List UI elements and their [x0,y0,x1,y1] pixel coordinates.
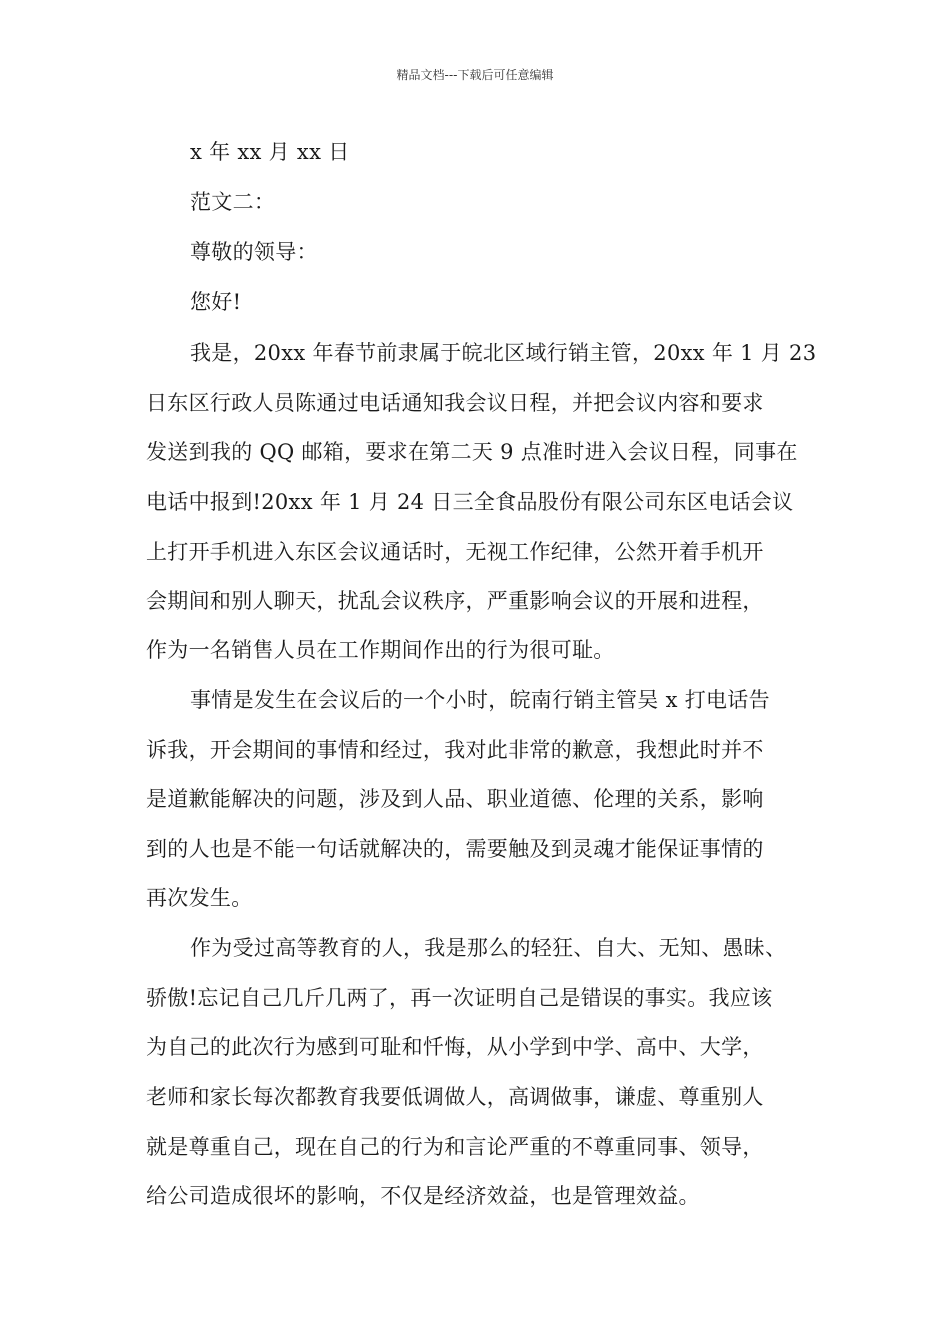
paragraph-line: 给公司造成很坏的影响，不仅是经济效益，也是管理效益。 [146,1184,700,1208]
paragraph-line: 就是尊重自己，现在自己的行为和言论严重的不尊重同事、领导， [146,1135,764,1159]
paragraph-line: 事情是发生在会议后的一个小时，皖南行销主管吴 x 打电话告 [190,688,770,712]
page-header: 精品文档---下载后可任意编辑 [396,68,554,82]
paragraph-line: 老师和家长每次都教育我要低调做人，高调做事，谦虚、尊重别人 [146,1085,764,1109]
paragraph-line: 会期间和别人聊天，扰乱会议秩序，严重影响会议的开展和进程， [146,589,764,613]
paragraph-line: 上打开手机进入东区会议通话时，无视工作纪律，公然开着手机开 [146,540,764,564]
paragraph-line: 到的人也是不能一句话就解决的，需要触及到灵魂才能保证事情的 [146,837,764,861]
paragraph-line: 诉我，开会期间的事情和经过，我对此非常的歉意，我想此时并不 [146,738,764,762]
paragraph-line: 发送到我的 QQ 邮箱，要求在第二天 9 点准时进入会议日程，同事在 [146,440,798,464]
paragraph-line: 作为一名销售人员在工作期间作出的行为很可耻。 [146,638,615,662]
paragraph-line: 再次发生。 [146,886,253,910]
greeting: 您好! [190,290,242,314]
paragraph-line: 为自己的此次行为感到可耻和忏悔，从小学到中学、高中、大学， [146,1035,764,1059]
paragraph-line: 骄傲!忘记自己几斤几两了，再一次证明自己是错误的事实。我应该 [146,986,773,1010]
paragraph-line: 我是，20xx 年春节前隶属于皖北区域行销主管，20xx 年 1 月 23 [190,341,817,365]
salutation: 尊敬的领导： [190,240,318,264]
paragraph-line: 日东区行政人员陈通过电话通知我会议日程，并把会议内容和要求 [146,391,764,415]
date-line: x 年 xx 月 xx 日 [190,140,350,164]
paragraph-line: 作为受过高等教育的人，我是那么的轻狂、自大、无知、愚昧、 [190,936,787,960]
sample-heading: 范文二： [190,190,276,214]
paragraph-line: 是道歉能解决的问题，涉及到人品、职业道德、伦理的关系，影响 [146,787,764,811]
paragraph-line: 电话中报到!20xx 年 1 月 24 日三全食品股份有限公司东区电话会议 [146,490,794,514]
